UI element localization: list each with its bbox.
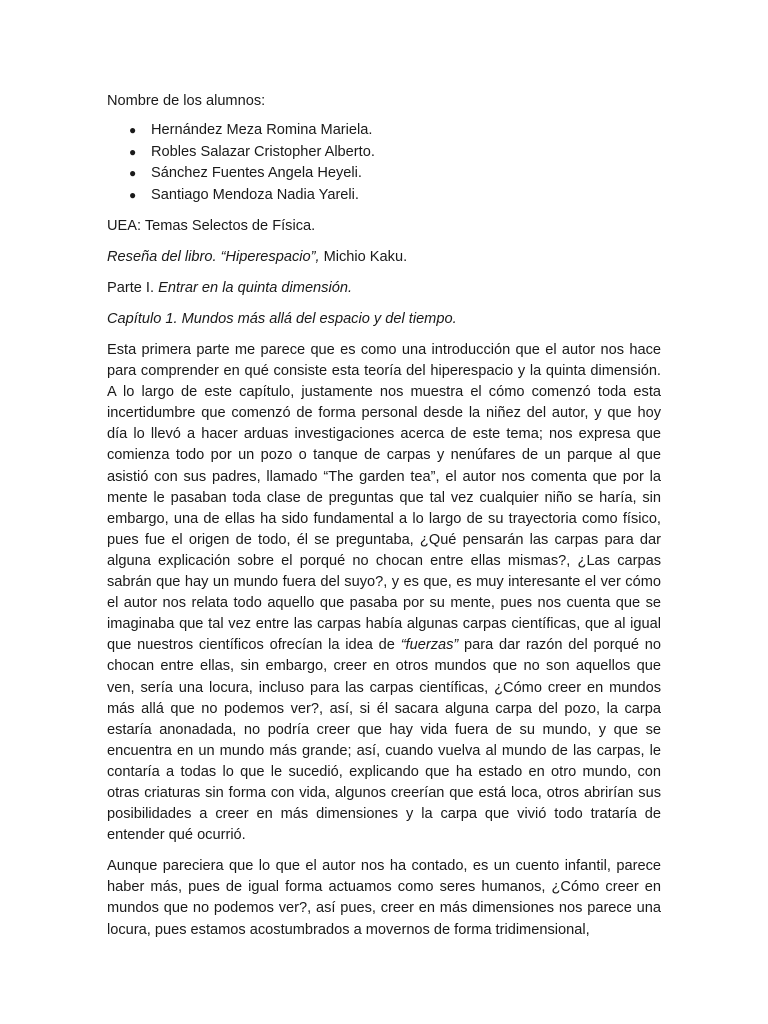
bullet-icon: ●: [129, 166, 137, 180]
uea-line: UEA: Temas Selectos de Física.: [107, 218, 316, 234]
body-paragraph-2: Aunque pareciera que lo que el autor nos ha contado, es un cuento infantil, parece haber más, pues de igual forma actuamos como seres humanos, ¿Cómo creer en mundos que no podemos ver?, así pues, creer en más dimensiones nos parece una locura, pues estamos acostumbrados a movernos de forma tridimensional,: [107, 858, 661, 938]
bullet-icon: ●: [129, 144, 137, 159]
student-item: [107, 120, 661, 142]
document-page: [107, 91, 661, 951]
paragraph-1-text-a: Esta primera parte me parece que es como una introducción que el autor nos hace para comprender en qué consiste esta teoría del hiperespacio y la quinta dimensión. A lo largo de este capítulo, justamente nos muestra el cómo comenzó toda esta incertidumbre que comenzó de forma personal desde la niñez del autor, y que hoy día lo llevó a hacer arduas investigaciones acerca de este tema; nos expresa que comienza todo por un pozo o tanque de carpas y nenúfares de un parque al que asistió con sus padres, llamado “The garden tea”, el autor nos comenta que por la mente le pasaban toda clase de preguntas que tal vez cualquier niño se haría, sin embargo, una de ellas ha sido fundamental a lo largo de su trayectoria como físico, pues fue el origen de todo, él se preguntaba, ¿Qué pensarán las carpas para dar alguna explicación sobre el porqué no chocan entre ellas mismas?, ¿Las carpas sabrán que hay un mundo fuera del suyo?, y es que, es muy interesante el ver cómo el autor nos relata todo aquello que pasaba por su mente, pues nos cuenta que se imaginaba que tal vez entre las carpas había algunas carpas científicas, que al igual que nuestros científicos ofrecían la idea de: [107, 342, 661, 654]
students-list: [107, 120, 661, 206]
part-title: Entrar en la quinta dimensión.: [158, 280, 352, 296]
part-label: Parte I.: [107, 280, 159, 296]
student-name: Robles Salazar Cristopher Alberto.: [151, 143, 375, 160]
paragraph-1-italic: “fuerzas”: [400, 637, 459, 654]
student-item: [107, 142, 661, 164]
bullet-icon: ●: [129, 187, 137, 202]
student-name: Santiago Mendoza Nadia Yareli.: [151, 186, 359, 203]
chapter-line: [107, 309, 661, 330]
students-heading: Nombre de los alumnos:: [107, 93, 266, 109]
review-author: Michio Kaku.: [319, 249, 408, 265]
paragraph-1-text-b: para dar razón del porqué no chocan entre ellas, sin embargo, creer en otros mundos que no son aquellos que ven, sería una locura, incluso para las carpas científicas, ¿Cómo creer en mundos más allá que no podemos ver?, así, si él sacara alguna carpa del pozo, la carpa estaría anonadada, no podría creer que hay vida fuera de su mundo, y que se encuentra en un mundo más grande; así, cuando vuelva al mundo de las carpas, le contaría a todas lo que le sucedió, explicando que ha estado en otro mundo, con otras criaturas sin forma con vida, algunos creerían que está loca, otros abrirían sus posibilidades a creer en más dimensiones y la carpa que vivió todo trataría de entender qué ocurrió.: [107, 637, 661, 844]
student-name: Hernández Meza Romina Mariela.: [151, 122, 373, 138]
body-paragraph-1: [107, 340, 661, 846]
bullet-icon: ●: [129, 123, 137, 137]
student-item: [107, 185, 661, 207]
review-title: Reseña del libro. “Hiperespacio”,: [107, 249, 320, 265]
review-line: [107, 247, 661, 268]
student-name: Sánchez Fuentes Angela Heyeli.: [151, 165, 362, 181]
student-item: [107, 163, 661, 185]
chapter-title: Capítulo 1. Mundos más allá del espacio y del tiempo.: [107, 311, 457, 327]
part-line: [107, 278, 661, 299]
